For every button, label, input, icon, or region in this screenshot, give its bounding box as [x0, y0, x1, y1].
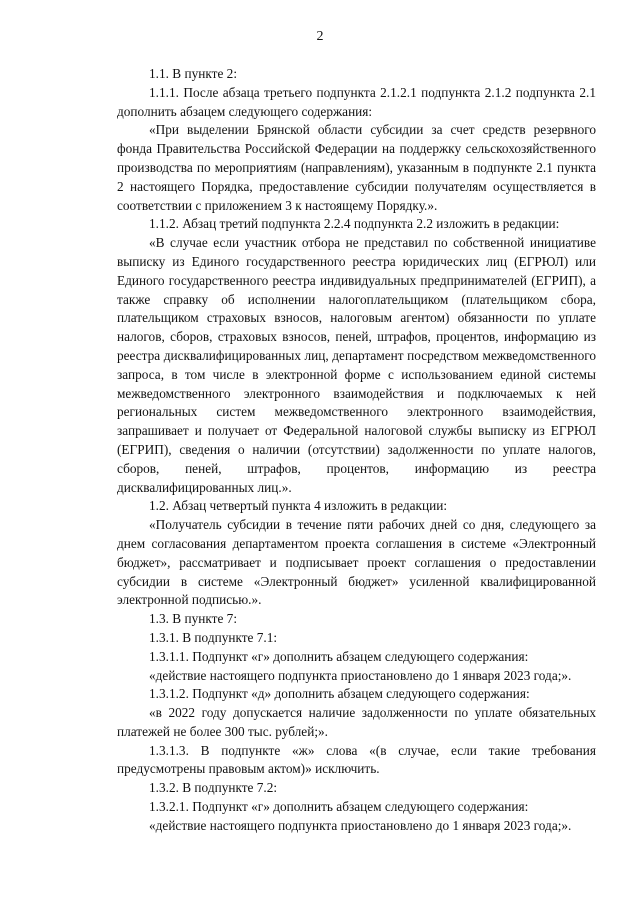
paragraph-1-3-1-3: 1.3.1.3. В подпункте «ж» слова «(в случае, если такие требования предусмотрены правовым актом)» исключить.	[117, 742, 596, 777]
quote-debt-allowance: «в 2022 году допускается наличие задолженности по уплате обязательных платежей не более 300 тыс. рублей;».	[117, 705, 596, 739]
paragraph-1-2: 1.2. Абзац четвертый пункта 4 изложить в редакции:	[149, 498, 448, 514]
paragraph-1-3: 1.3. В пункте 7:	[149, 611, 238, 627]
paragraph-1-1-2: 1.1.2. Абзац третий подпункта 2.2.4 подпункта 2.2 изложить в редакции:	[149, 216, 560, 232]
paragraph-1-1-1: 1.1.1. После абзаца третьего подпункта 2.1.2.1 подпункта 2.1.2 подпункта 2.1 дополнить абзацем следующего содержания:	[117, 84, 596, 119]
document-body	[117, 65, 596, 836]
quote-suspended-g: «действие настоящего подпункта приостановлено до 1 января 2023 года;».	[149, 667, 572, 683]
quote-egrul-request: «В случае если участник отбора не представил по собственной инициативе выписку из Единого государственного реестра юридических лиц (ЕГРЮЛ) или Единого государственного реестра индивидуальных предпринимателей (ЕГРИП), а также справку об исполнении налогоплательщиком (плательщиком сбора, плательщиком страховых взносов, налоговым агентом) обязанности по уплате налогов, сборов, страховых взносов, пеней, штрафов, процентов, информацию из реестра дисквалифицированных лиц, департамент посредством межведомственного запроса, в том числе в электронной форме с использованием единой системы межведомственного электронного взаимодействия и подключаемых к ней региональных систем межведомственного электронного взаимодействия, запрашивает и получает от Федеральной налоговой службы выписку из ЕГРЮЛ (ЕГРИП), сведения о наличии (отсутствии) задолженности по уплате налогов, сборов, пеней, штрафов, процентов, информацию из реестра дисквалифицированных лиц.».	[117, 235, 596, 495]
quote-suspended-g-2: «действие настоящего подпункта приостановлено до 1 января 2023 года;».	[149, 817, 572, 833]
paragraph-1-3-2-1: 1.3.2.1. Подпункт «г» дополнить абзацем следующего содержания:	[149, 799, 529, 815]
page-number: 2	[316, 29, 324, 44]
paragraph-1-3-1-2: 1.3.1.2. Подпункт «д» дополнить абзацем следующего содержания:	[149, 686, 530, 702]
paragraph-1-3-1: 1.3.1. В подпункте 7.1:	[149, 629, 278, 645]
paragraph-1-3-2: 1.3.2. В подпункте 7.2:	[149, 780, 278, 796]
paragraph-1-1: 1.1. В пункте 2:	[149, 66, 238, 81]
quote-recipient-agreement: «Получатель субсидии в течение пяти рабочих дней со дня, следующего за днем согласования департаментом проекта соглашения в системе «Электронный бюджет», рассматривает и подписывает проект соглашения о предоставлении субсидии в системе «Электронный бюджет» усиленной квалифицированной электронной подписью.».	[117, 517, 596, 608]
quote-reserve-fund: «При выделении Брянской области субсидии за счет средств резервного фонда Правительства Российской Федерации на поддержку сельскохозяйственного производства по мероприятиям (направлениям), указанным в подпункте 2.1 пункта 2 настоящего Порядка, предоставление субсидии получателям осуществляется в соответствии с приложением 3 к настоящему Порядку.».	[117, 122, 596, 213]
paragraph-1-3-1-1: 1.3.1.1. Подпункт «г» дополнить абзацем следующего содержания:	[149, 648, 529, 664]
